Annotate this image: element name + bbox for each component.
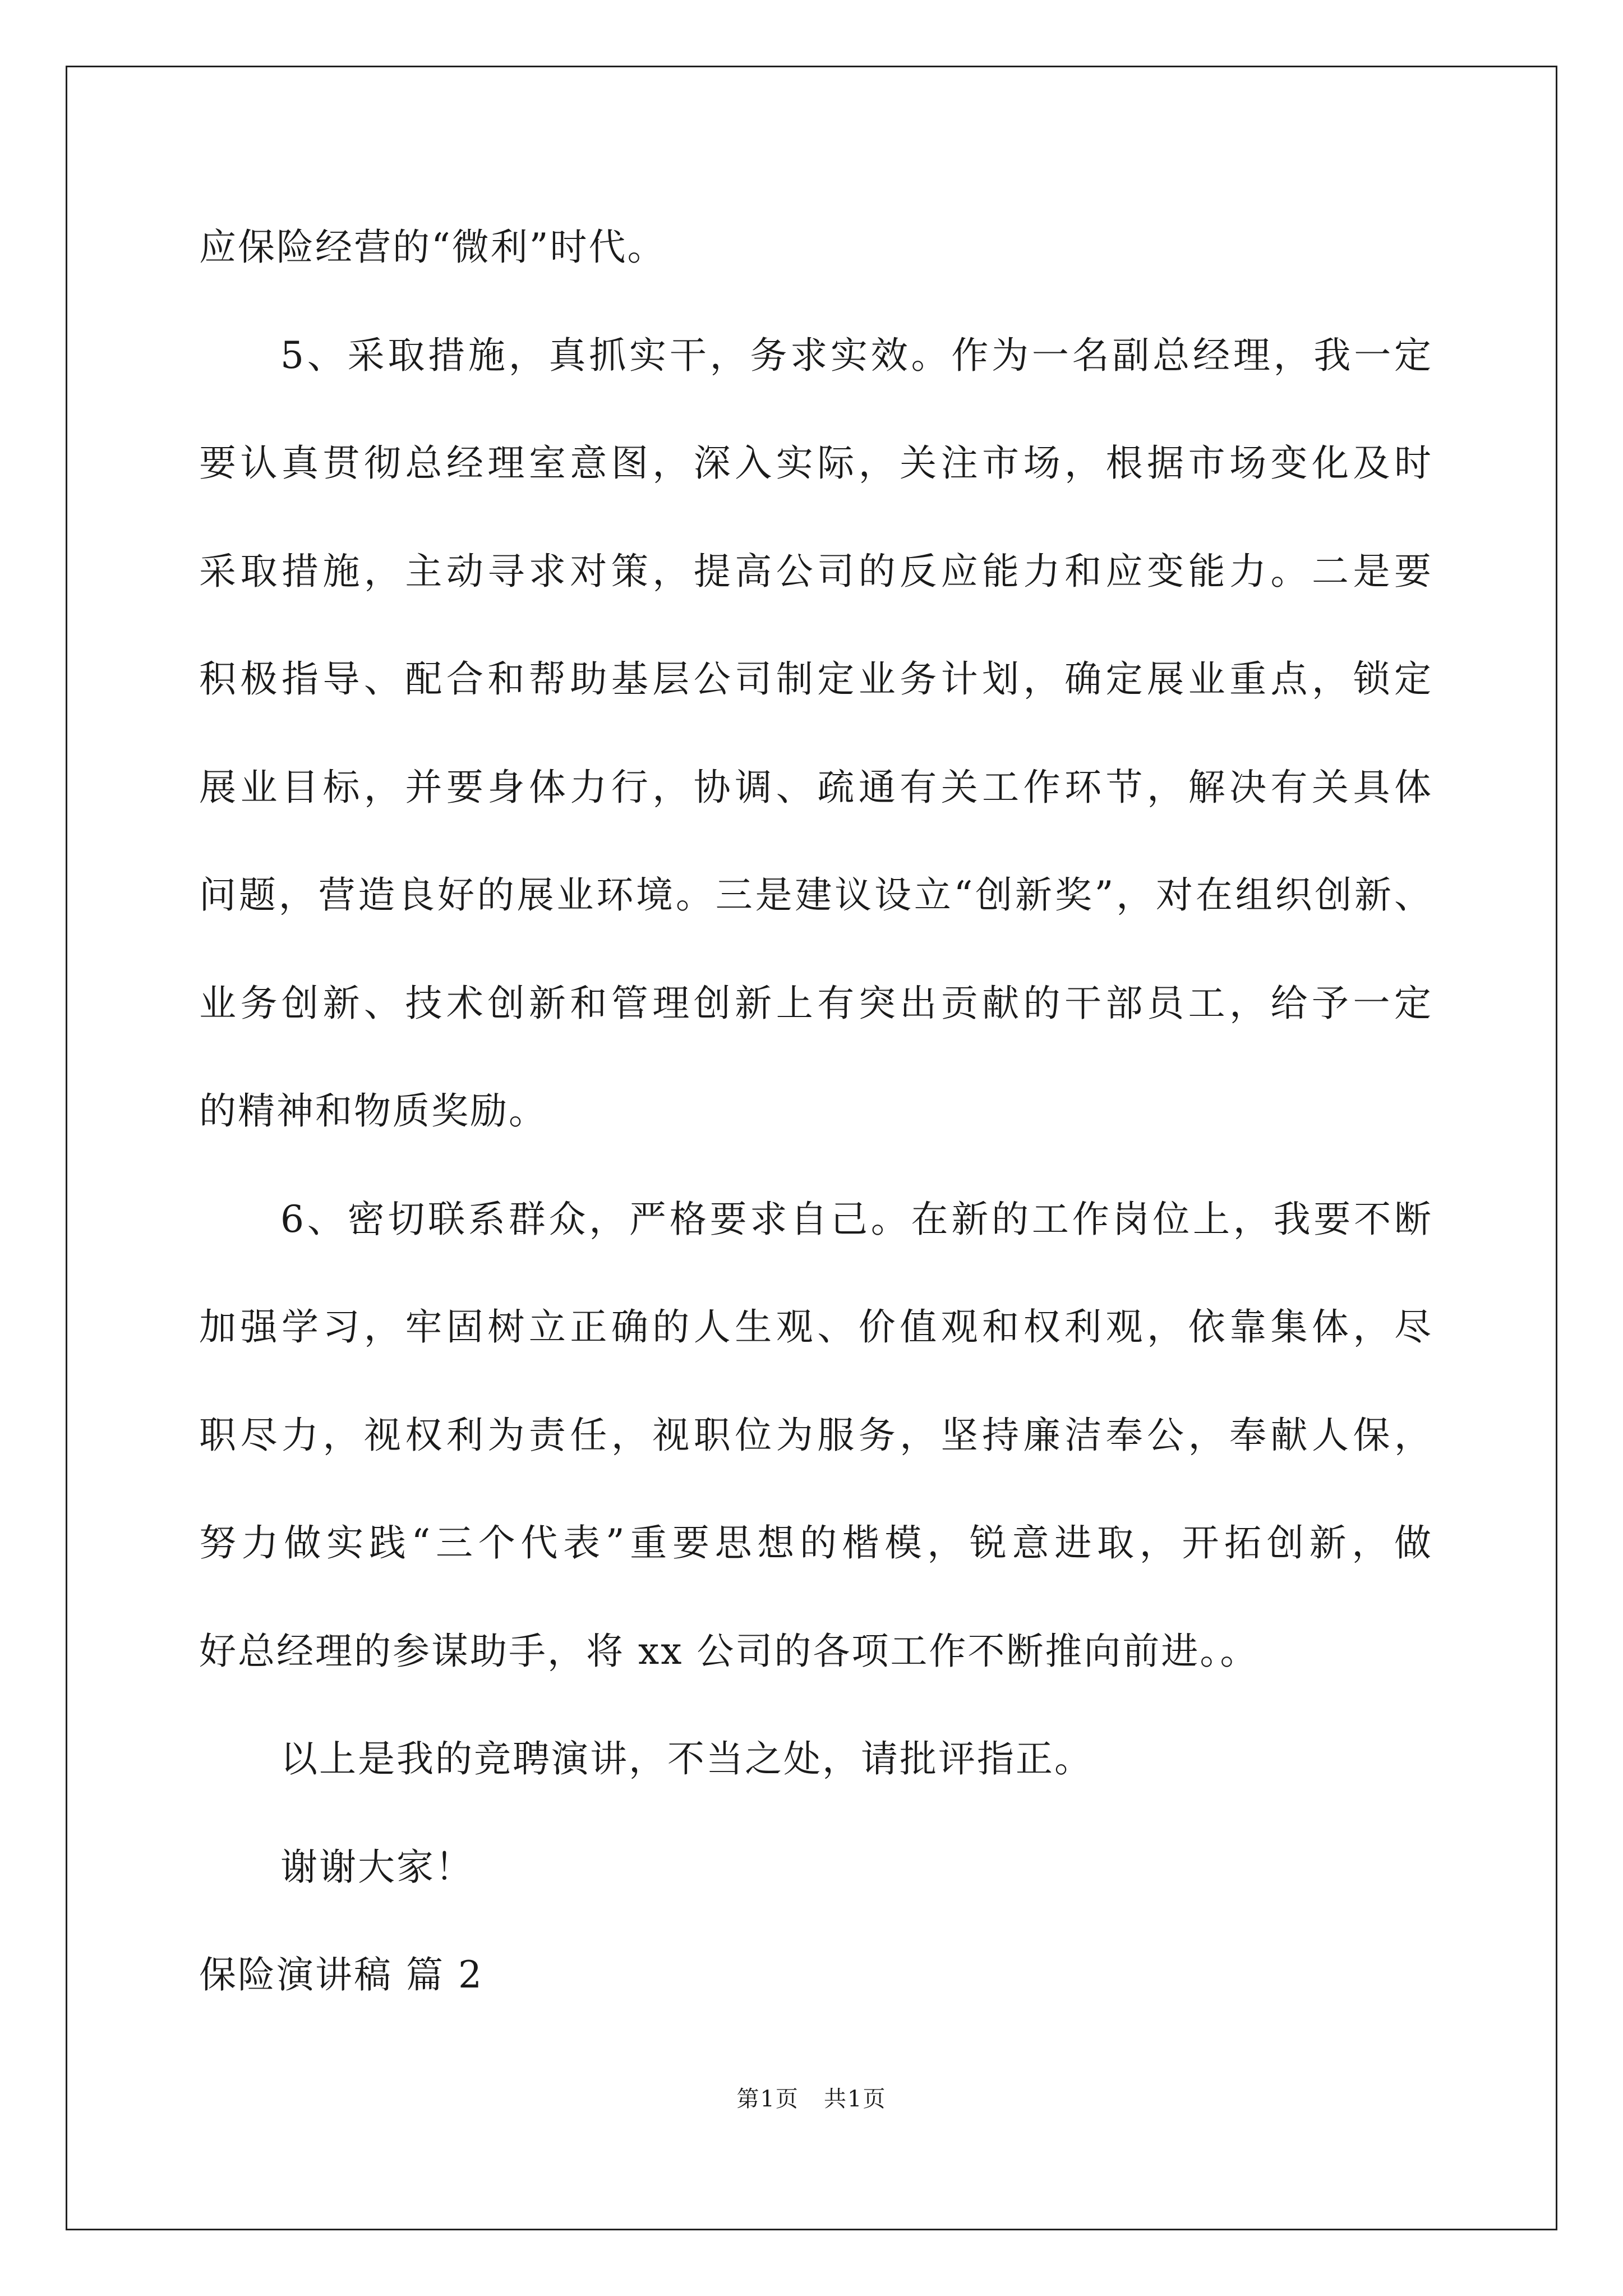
paragraph-line: 积极指导、配合和帮助基层公司制定业务计划，确定展业重点，锁定 — [199, 657, 1433, 701]
paragraph-line: 以上是我的竞聘演讲，不当之处，请批评指正。 — [280, 1737, 1093, 1780]
paragraph-line: 展业目标，并要身体力行，协调、疏通有关工作环节，解决有关具体 — [199, 765, 1433, 809]
paragraph-line: 谢谢大家！ — [280, 1845, 474, 1889]
paragraph-line: 5、采取措施，真抓实干，务求实效。作为一名副总经理，我一定 — [280, 333, 1433, 377]
paragraph-line: 业务创新、技术创新和管理创新上有突出贡献的干部员工，给予一定 — [199, 981, 1433, 1025]
paragraph-line: 应保险经营的“微利”时代。 — [199, 226, 666, 269]
section-heading: 保险演讲稿 篇 2 — [199, 1953, 483, 1996]
paragraph-line: 加强学习，牢固树立正确的人生观、价值观和权利观，依靠集体，尽 — [199, 1305, 1433, 1349]
paragraph-line: 努力做实践“三个代表”重要思想的楷模，锐意进取，开拓创新，做 — [199, 1521, 1433, 1565]
paragraph-line: 职尽力，视权利为责任，视职位为服务，坚持廉洁奉公，奉献人保， — [199, 1413, 1433, 1457]
paragraph-line: 采取措施，主动寻求对策，提高公司的反应能力和应变能力。二是要 — [199, 549, 1433, 593]
page-footer: 第1页 共1页 — [736, 2086, 887, 2112]
paragraph-line: 的精神和物质奖励。 — [199, 1089, 547, 1133]
paragraph-line: 要认真贯彻总经理室意图，深入实际，关注市场，根据市场变化及时 — [199, 441, 1433, 485]
paragraph-line: 6、密切联系群众，严格要求自己。在新的工作岗位上，我要不断 — [280, 1197, 1433, 1241]
paragraph-line: 问题，营造良好的展业环境。三是建议设立“创新奖”，对在组织创新、 — [199, 873, 1433, 917]
document-body — [199, 194, 1433, 2030]
paragraph-line: 好总经理的参谋助手，将 xx 公司的各项工作不断推向前进。。 — [199, 1629, 1259, 1673]
